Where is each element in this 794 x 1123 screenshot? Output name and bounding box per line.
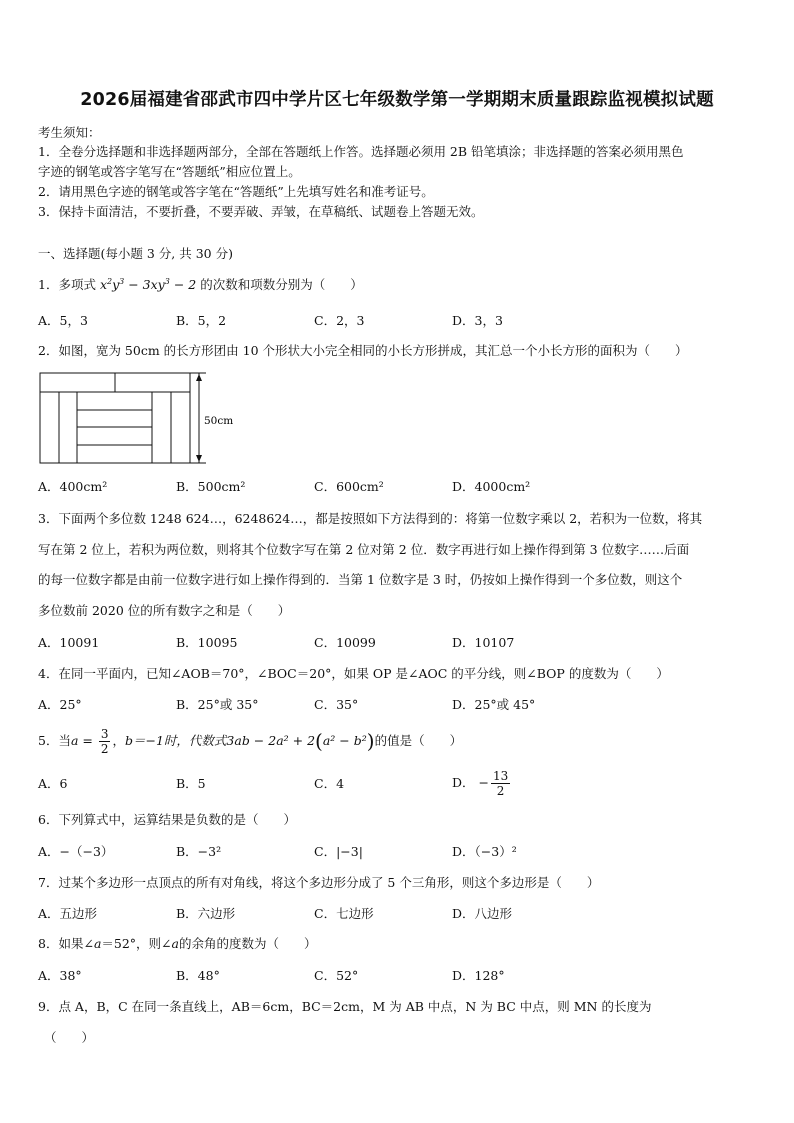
q6-option-a[interactable]: A．−（−3） <box>38 844 114 859</box>
question-4: 4．在同一平面内，已知∠AOB＝70°，∠BOC＝20°，如果 OP 是∠AOC 的平分线，则∠BOP 的度数为（ ） <box>38 666 669 681</box>
q4-option-b[interactable]: B．25°或 35° <box>176 697 259 712</box>
q5-d-fraction: $\frac{13}{2}$ <box>492 769 509 798</box>
question-3-line-2: 写在第 2 位上，若积为两位数，则将其个位数字写在第 2 位对第 2 位．数字再进行如上操作得到第 3 位数字……后面 <box>38 542 690 557</box>
page-title: 2026届福建省邵武市四中学片区七年级数学第一学期期末质量跟踪监视模拟试题 <box>80 90 714 110</box>
q4-option-c[interactable]: C．35° <box>314 697 359 712</box>
q1-option-b[interactable]: B．5，2 <box>176 313 227 328</box>
q5-expression: 3ab − 2a² + 2 <box>226 733 316 748</box>
q3-option-b[interactable]: B．10095 <box>176 635 238 650</box>
question-3-line-1: 3．下面两个多位数 1248 624…，6248624…，都是按照如下方法得到的：将第一位数字乘以 2，若积为一位数，将其 <box>38 511 703 526</box>
q5-inner-expression: a² − b² <box>322 733 367 748</box>
q6-option-b[interactable]: B．−3² <box>176 844 222 859</box>
q5-suffix: 的值是（ ） <box>374 733 463 748</box>
question-9-line-1: 9．点 A，B，C 在同一条直线上，AB＝6cm，BC＝2cm，M 为 AB 中点，N 为 BC 中点，则 MN 的长度为 <box>38 999 652 1014</box>
question-9-line-2: （ ） <box>44 1030 95 1045</box>
q7-option-d[interactable]: D．八边形 <box>452 906 513 921</box>
q5-fraction: $\frac{3}{2}$ <box>100 727 109 756</box>
q7-option-b[interactable]: B．六边形 <box>176 906 236 921</box>
q6-option-c[interactable]: C．|−3| <box>314 844 363 859</box>
q5-b-condition: b＝−1时，代数式 <box>124 733 227 748</box>
q2-option-c[interactable]: C．600cm² <box>314 479 384 494</box>
q6-option-d[interactable]: D．（−3）² <box>452 844 517 859</box>
q4-option-a[interactable]: A．25° <box>38 697 82 712</box>
q7-option-a[interactable]: A．五边形 <box>38 906 98 921</box>
q8-option-b[interactable]: B．48° <box>176 968 220 983</box>
q5-prefix: 5．当 <box>38 733 71 748</box>
q1-suffix: 的次数和项数分别为（ ） <box>200 277 363 292</box>
q5-option-d[interactable]: D． − $\frac{13}{2}$ <box>452 769 509 798</box>
q2-option-b[interactable]: B．500cm² <box>176 479 246 494</box>
question-5: 5．当a = $\frac{3}{2}$ ，b＝−1时，代数式3ab − 2a² + 2(a² − b²)的值是（ ） <box>38 727 463 756</box>
q7-option-c[interactable]: C．七边形 <box>314 906 374 921</box>
q2-option-a[interactable]: A．400cm² <box>38 479 108 494</box>
q1-polynomial: $x^2y^3 - 3xy^3 - 2$ <box>99 277 197 292</box>
notice-heading: 考生须知： <box>38 125 101 140</box>
q8-option-d[interactable]: D．128° <box>452 968 505 983</box>
question-2: 2．如图，宽为 50cm 的长方形团由 10 个形状大小完全相同的小长方形拼成，其汇总一个小长方形的面积为（ ） <box>38 343 688 358</box>
q3-option-c[interactable]: C．10099 <box>314 635 376 650</box>
question-6: 6．下列算式中，运算结果是负数的是（ ） <box>38 812 296 827</box>
q1-prefix: 1．多项式 <box>38 277 96 292</box>
q3-option-a[interactable]: A．10091 <box>38 635 100 650</box>
question-3-line-3: 的每一位数字都是由前一位数字进行如上操作得到的．当第 1 位数字是 3 时，仍按如上操作得到一个多位数，则这个 <box>38 572 683 587</box>
q8-option-a[interactable]: A．38° <box>38 968 82 983</box>
notice-item-3: 3．保持卡面清洁，不要折叠，不要弄破、弄皱，在草稿纸、试题卷上答题无效。 <box>38 204 484 219</box>
q1-option-a[interactable]: A．5，3 <box>38 313 88 328</box>
section-heading: 一、选择题(每小题 3 分, 共 30 分) <box>38 246 233 261</box>
question-3-line-4: 多位数前 2020 位的所有数字之和是（ ） <box>38 603 291 618</box>
q1-option-c[interactable]: C．2，3 <box>314 313 365 328</box>
rectangle-figure <box>38 368 248 468</box>
notice-item-2: 2．请用黑色字迹的钢笔或答字笔在“答题纸”上先填写姓名和准考证号。 <box>38 184 434 199</box>
question-8: 8．如果∠a＝52°，则∠a的余角的度数为（ ） <box>38 936 317 951</box>
q5-option-a[interactable]: A．6 <box>38 776 68 791</box>
q2-option-d[interactable]: D．4000cm² <box>452 479 531 494</box>
q3-option-d[interactable]: D．10107 <box>452 635 515 650</box>
notice-item-1: 1．全卷分选择题和非选择题两部分，全部在答题纸上作答。选择题必须用 2B 铅笔填涂；非选择题的答案必须用黑色 <box>38 144 684 159</box>
q5-option-b[interactable]: B．5 <box>176 776 206 791</box>
figure-width-label: 50cm <box>204 415 234 427</box>
question-7: 7．过某个多边形一点顶点的所有对角线，将这个多边形分成了 5 个三角形，则这个多边形是（ ） <box>38 875 600 890</box>
question-1 <box>38 276 363 294</box>
q8-option-c[interactable]: C．52° <box>314 968 359 983</box>
notice-item-1-cont: 字迹的钢笔或答字笔写在“答题纸”相应位置上。 <box>38 164 301 179</box>
q1-option-d[interactable]: D．3，3 <box>452 313 503 328</box>
q5-option-c[interactable]: C．4 <box>314 776 345 791</box>
q4-option-d[interactable]: D．25°或 45° <box>452 697 536 712</box>
